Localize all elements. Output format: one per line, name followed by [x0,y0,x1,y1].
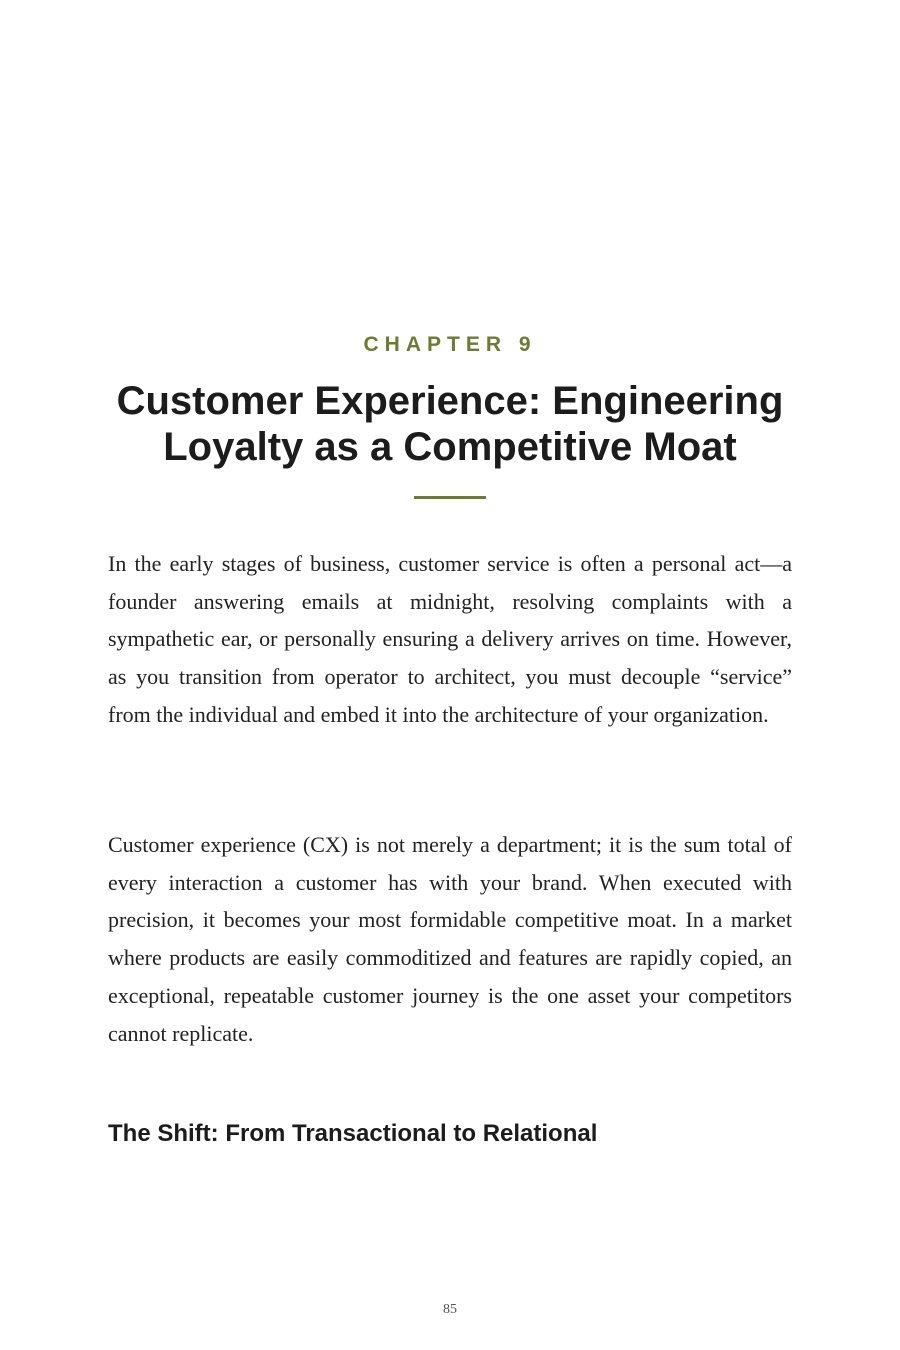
chapter-title-line-2: Loyalty as a Competitive Moat [163,425,737,469]
title-divider [414,496,486,499]
page-number: 85 [443,1302,457,1317]
chapter-title-line-1: Customer Experience: Engineering [116,379,784,423]
chapter-title [100,378,800,470]
body-paragraph-1: In the early stages of business, customer service is often a personal act—a founder answering emails at midnight, resolving complaints with a sympathetic ear, or personally ensuring a delivery arrives on time. However, as you transition from operator to architect, you must decouple “service” from the individual and embed it into the architecture of your organization. [108,551,792,727]
section-heading: The Shift: From Transactional to Relational [108,1120,598,1147]
chapter-label: CHAPTER 9 [363,333,537,356]
body-paragraph-2: Customer experience (CX) is not merely a department; it is the sum total of every interaction a customer has with your brand. When executed with precision, it becomes your most formidable competitive moat. In a market where products are easily commoditized and features are rapidly copied, an exceptional, repeatable customer journey is the one asset your competitors cannot replicate. [108,832,792,1046]
